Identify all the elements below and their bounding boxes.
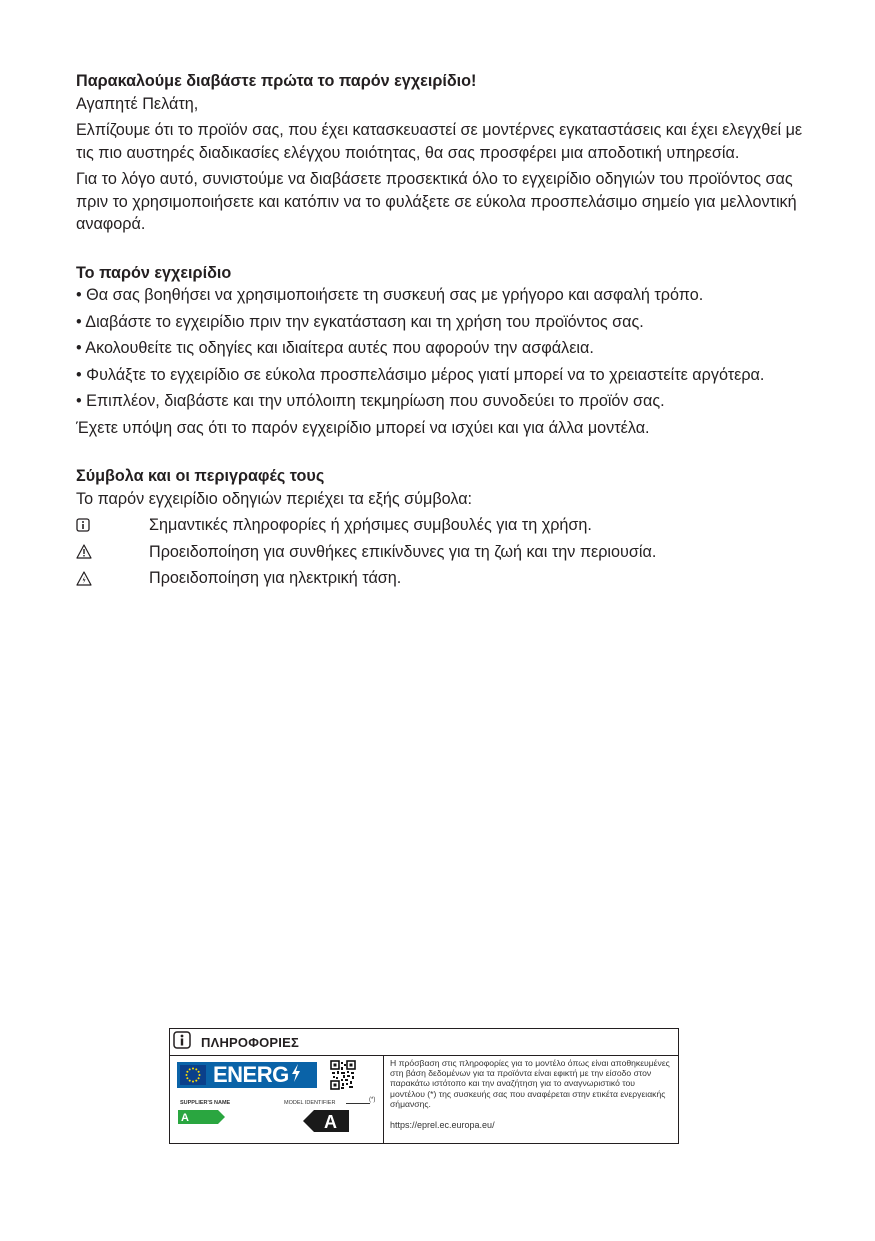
supplier-name-label: SUPPLIER'S NAME [180, 1100, 231, 1106]
product-information-box [169, 1028, 679, 1144]
info-box-description: Η πρόσβαση στις πληροφορίες για το μοντέλο όπως είναι αποθηκευμένες στη βάση δεδομένων για τα προϊόντα είναι εφικτή με την είσοδο στον παρακάτω ιστότοπο και την αναζήτηση για το αναγνωριστικό του μοντέλου (*) της συσκευής σας που αναφέρεται στην ετικέτα ενεργειακής σήμανσης. [390, 1058, 670, 1109]
pointer-line [346, 1103, 370, 1104]
electric-warning-icon [76, 567, 149, 589]
eprel-link[interactable]: https://eprel.ec.europa.eu/ [390, 1120, 495, 1131]
info-box-text [384, 1056, 678, 1144]
info-box-title: ΠΛΗΡΟΦΟΡΙΕΣ [201, 1034, 299, 1050]
efficiency-class-arrow [178, 1110, 226, 1129]
info-icon [173, 1031, 191, 1054]
manual-note: Έχετε υπόψη σας ότι το παρόν εγχειρίδιο μπορεί να ισχύει και για άλλα μοντέλα. [76, 418, 650, 437]
efficiency-class-left: A [181, 1112, 189, 1124]
manual-bullet: • Επιπλέον, διαβάστε και την υπόλοιπη τεκμηρίωση που συνοδεύει το προϊόν σας. [76, 392, 665, 410]
document-body [76, 70, 806, 594]
manual-bullet: • Θα σας βοηθήσει να χρησιμοποιήσετε τη συσκευή σας με γρήγορο και ασφαλή τρόπο. [76, 286, 704, 304]
intro-heading: Παρακαλούμε διαβάστε πρώτα το παρόν εγχειρίδιο! [76, 72, 477, 90]
manual-bullet: • Ακολουθείτε τις οδηγίες και ιδιαίτερα αυτές που αφορούν την ασφάλεια. [76, 339, 594, 357]
symbol-description: Προειδοποίηση για ηλεκτρική τάση. [149, 569, 402, 587]
intro-paragraph-2: Για το λόγο αυτό, συνιστούμε να διαβάσετε προσεκτικά όλο το εγχειρίδιο οδηγιών του προϊόντος σας πριν το χρησιμοποιήσετε και κατόπιν να το φυλάξετε σε εύκολα προσπελάσιμο σημείο για μελλοντική αναφορά. [76, 170, 797, 233]
qr-code-icon [330, 1060, 356, 1090]
manual-heading: Το παρόν εγχειρίδιο [76, 263, 232, 282]
symbol-description: Σημαντικές πληροφορίες ή χρήσιμες συμβουλές για τη χρήση. [149, 516, 592, 534]
info-box-header [170, 1029, 678, 1056]
product-class-arrow [303, 1110, 349, 1137]
eu-flag-icon [177, 1062, 209, 1088]
model-identifier-label: MODEL IDENTIFIER [284, 1100, 336, 1106]
symbol-row [76, 567, 806, 590]
symbols-heading: Σύμβολα και οι περιγραφές τους [76, 467, 325, 485]
intro-paragraph-1: Ελπίζουμε ότι το προϊόν σας, που έχει κατασκευαστεί σε μοντέρνες εγκαταστάσεις και έχει ελεγχθεί με τις πιο αυστηρές διαδικασίες ελέγχου ποιότητας, θα σας προσφέρει μια αποδοτική υπηρεσία. [76, 121, 803, 162]
model-marker: (*) [369, 1097, 376, 1103]
manual-bullet: • Διαβάστε το εγχειρίδιο πριν την εγκατάσταση και τη χρήση του προϊόντος σας. [76, 312, 644, 331]
energy-label-illustration [170, 1056, 384, 1144]
greeting: Αγαπητέ Πελάτη, [76, 94, 199, 113]
symbol-row [76, 541, 806, 564]
energy-banner [177, 1062, 317, 1088]
energy-logo-text: ENERG [213, 1062, 289, 1087]
efficiency-class-right: A [324, 1112, 337, 1132]
manual-bullet: • Φυλάξτε το εγχειρίδιο σε εύκολα προσπελάσιμο μέρος γιατί μπορεί να το χρειαστείτε αργότερα. [76, 365, 765, 384]
symbols-intro: Το παρόν εγχειρίδιο οδηγιών περιέχει τα εξής σύμβολα: [76, 489, 473, 508]
warning-icon [76, 541, 149, 563]
symbol-row [76, 514, 806, 537]
info-icon [76, 514, 149, 536]
lightning-icon [291, 1064, 301, 1087]
symbol-description: Προειδοποίηση για συνθήκες επικίνδυνες για τη ζωή και την περιουσία. [149, 542, 657, 561]
